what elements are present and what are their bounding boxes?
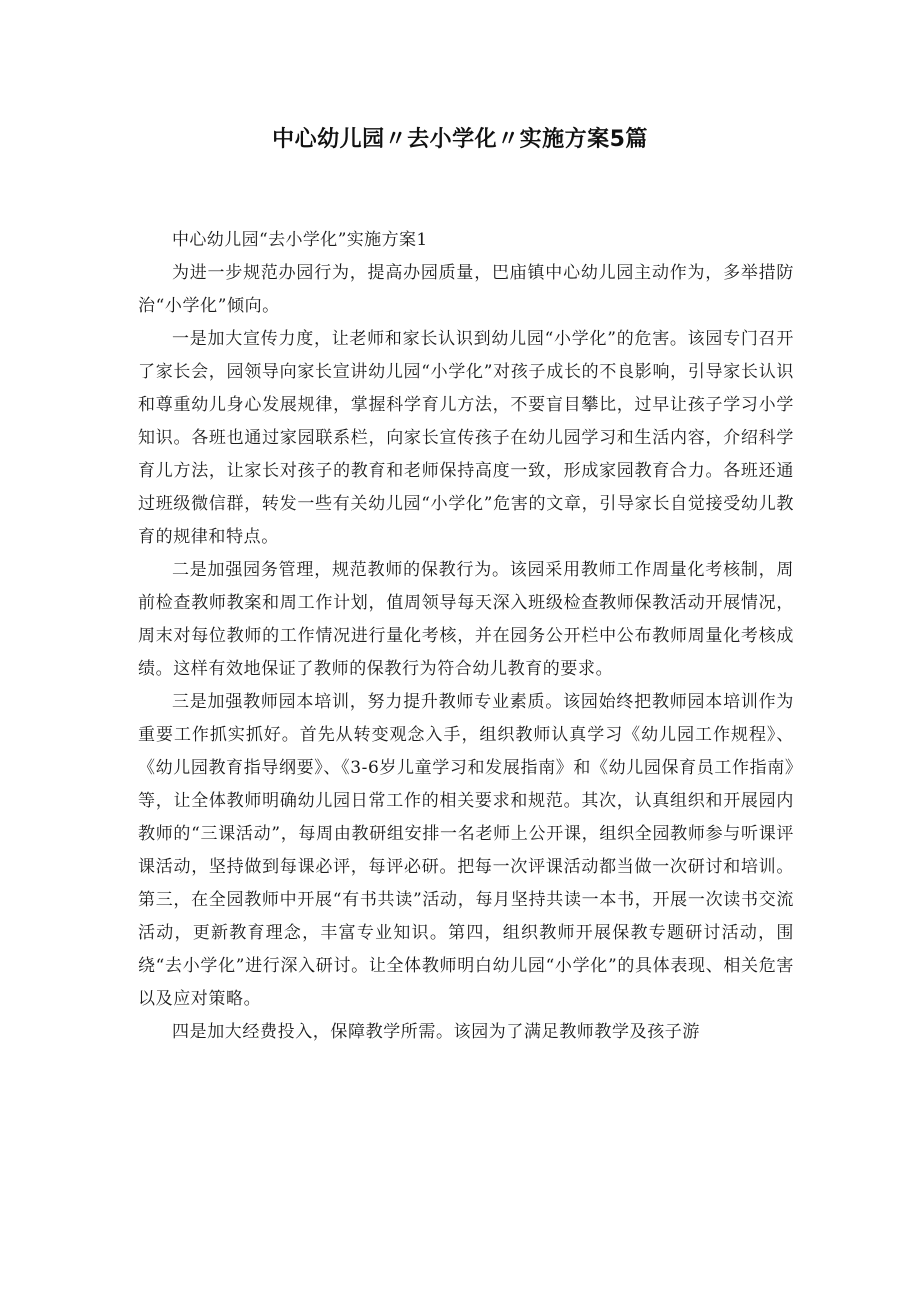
paragraph-publicity: 一是加大宣传力度，让老师和家长认识到幼儿园“小学化”的危害。该园专门召开了家长会，园领导向家长宣讲幼儿园“小学化”对孩子成长的不良影响，引导家长认识和尊重幼儿身心发展规律，掌握科学育儿方法，不要盲目攀比，过早让孩子学习小学知识。各班也通过家园联系栏，向家长宣传孩子在幼儿园学习和生活内容，介绍科学育儿方法，让家长对孩子的教育和老师保持高度一致，形成家园教育合力。各班还通过班级微信群，转发一些有关幼儿园“小学化”危害的文章，引导家长自觉接受幼儿教育的规律和特点。 — [138, 329, 794, 547]
document-body — [138, 224, 794, 1049]
section-heading: 中心幼儿园“去小学化”实施方案1 — [172, 230, 428, 250]
paragraph-intro: 为进一步规范办园行为，提高办园质量，巴庙镇中心幼儿园主动作为，多举措防治“小学化”倾向。 — [138, 263, 794, 316]
document-title: 中心幼儿园〃去小学化〃实施方案5篇 — [272, 127, 648, 152]
paragraph-training: 三是加强教师园本培训，努力提升教师专业素质。该园始终把教师园本培训作为重要工作抓实抓好。首先从转变观念入手，组织教师认真学习《幼儿园工作规程》、《幼儿园教育指导纲要》、《3-6岁儿童学习和发展指南》和《幼儿园保育员工作指南》等，让全体教师明确幼儿园日常工作的相关要求和规范。其次，认真组织和开展园内教师的“三课活动”，每周由教研组安排一名老师上公开课，组织全园教师参与听课评课活动，坚持做到每课必评，每评必研。把每一次评课活动都当做一次研讨和培训。第三，在全园教师中开展“有书共读”活动，每月坚持共读一本书，开展一次读书交流活动，更新教育理念，丰富专业知识。第四，组织教师开展保教专题研讨活动，围绕“去小学化”进行深入研讨。让全体教师明白幼儿园“小学化”的具体表现、相关危害以及应对策略。 — [138, 692, 794, 1009]
paragraph-management: 二是加强园务管理，规范教师的保教行为。该园采用教师工作周量化考核制，周前检查教师教案和周工作计划，值周领导每天深入班级检查教师保教活动开展情况，周末对每位教师的工作情况进行量化考核，并在园务公开栏中公布教师周量化考核成绩。这样有效地保证了教师的保教行为符合幼儿教育的要求。 — [138, 560, 794, 679]
paragraph-funding: 四是加大经费投入，保障教学所需。该园为了满足教师教学及孩子游 — [172, 1022, 700, 1042]
